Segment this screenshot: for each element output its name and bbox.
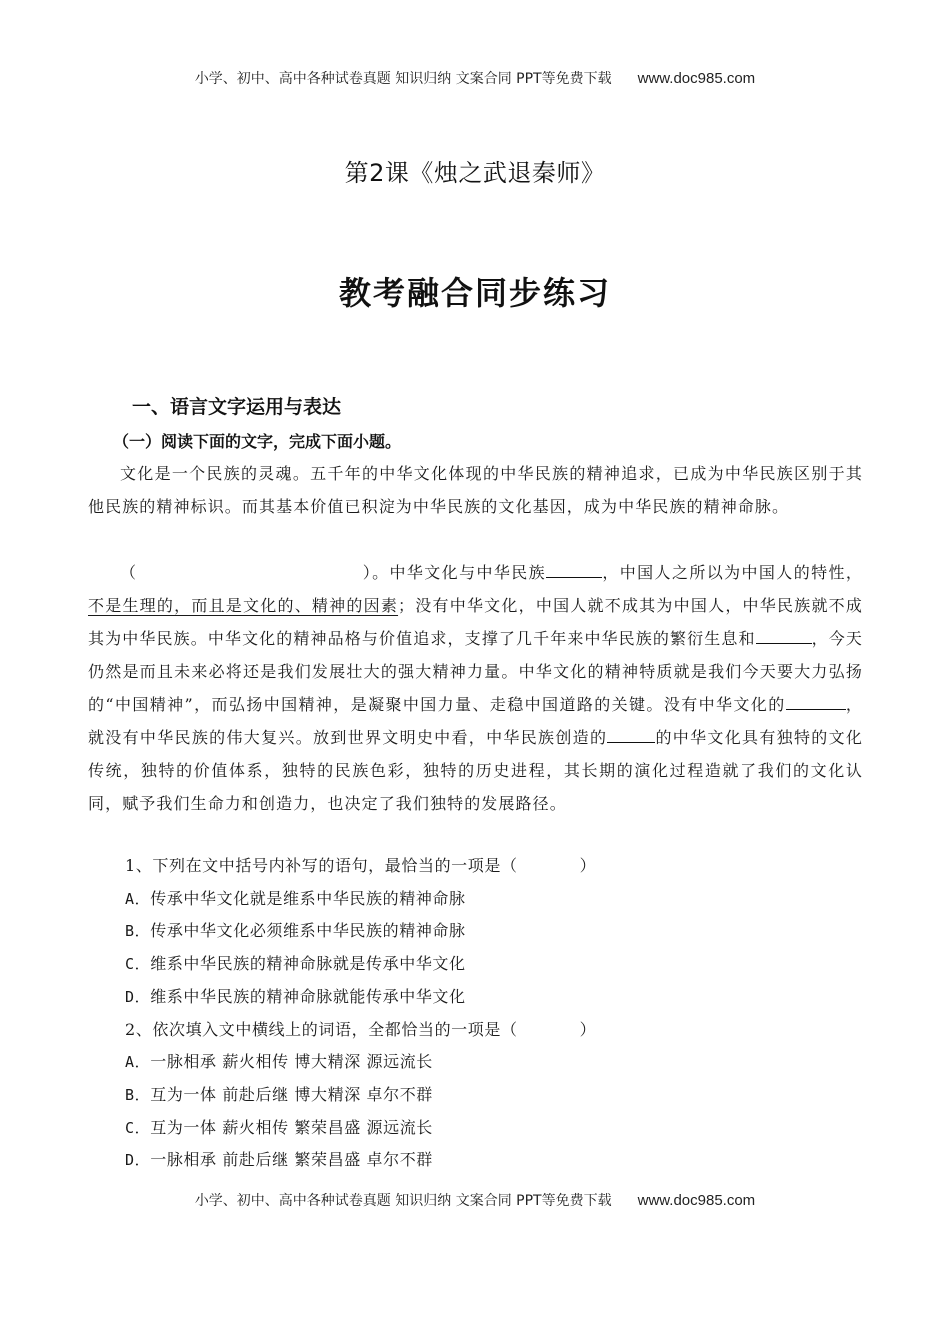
paragraph-segment: 的中华文化具有独特的文化传统，独特的价值体系，独特的民族色彩，独特的历史进程，其长期的演化过程造就了我们的文化认同，赋予我们生命力和创造力，也决定了我们独特的发展路径。 <box>88 728 863 813</box>
paragraph-segment: ，中国人之所以为中国人的特性， <box>602 563 863 582</box>
paragraph-segment: ，就没有中华民族的伟大复兴。放到世界文明史中看，中华民族创造的 <box>88 695 863 747</box>
option-text: 互为一体 前赴后继 博大精深 卓尔不群 <box>150 1084 433 1104</box>
underlined-phrase: 不是生理的，而且是文化的、精神的因素 <box>88 596 399 615</box>
option-text: 一脉相承 薪火相传 博大精深 源远流长 <box>150 1052 433 1072</box>
paragraph-text: 文化是一个民族的灵魂。五千年的中华文化体现的中华民族的精神追求，已成为中华民族区别于其他民族的精神标识。而其基本价值已积淀为中华民族的文化基因，成为中华民族的精神命脉。 <box>88 464 863 516</box>
page-header <box>0 68 950 88</box>
option-text: 一脉相承 前赴后继 繁荣昌盛 卓尔不群 <box>150 1150 433 1170</box>
option-text: 维系中华民族的精神命脉就能传承中华文化 <box>150 986 466 1006</box>
question-1-stem <box>125 850 596 883</box>
page-footer <box>0 1190 950 1210</box>
option-text: 维系中华民族的精神命脉就是传承中华文化 <box>150 954 466 974</box>
blank-line-1 <box>546 561 602 578</box>
question-1-option-d <box>125 981 596 1014</box>
paragraph-segment: ；没有中华文化，中国人就不成其为中国人，中华民族就不成其为中华民族。中华文化的精神品格与价值追求，支撑了几千年来中华民族的繁衍生息和 <box>88 596 863 648</box>
header-tagline: 小学、初中、高中各种试卷真题 知识归纳 文案合同 PPT等免费下载 <box>194 71 612 87</box>
question-1-option-c <box>125 948 596 981</box>
question-1-option-a <box>125 883 596 916</box>
option-label: C． <box>125 955 151 974</box>
question-1-option-b <box>125 915 596 948</box>
question-2-option-b <box>125 1079 596 1112</box>
question-2-option-c <box>125 1112 596 1145</box>
paragraph-text <box>88 556 863 820</box>
questions-list <box>125 850 596 1177</box>
option-text: 传承中华文化必须维系中华民族的精神命脉 <box>150 921 466 941</box>
paragraph-segment: ）。中华文化与中华民族 <box>362 563 547 582</box>
blank-line-4 <box>607 726 655 743</box>
option-label: B． <box>125 922 151 941</box>
option-label: C． <box>125 1118 151 1137</box>
paragraph-segment: ，今天仍然是而且未来必将还是我们发展壮大的强大精神力量。中华文化的精神特质就是我们今天要大力弘扬的“中国精神”，而弘扬中国精神，是凝聚中国力量、走稳中国道路的关键。没有中华文化的 <box>88 629 863 714</box>
footer-url-link[interactable]: www.doc985.com <box>637 1192 756 1209</box>
question-2-stem <box>125 1014 596 1047</box>
option-label: D． <box>125 1151 151 1170</box>
question-2-option-a <box>125 1046 596 1079</box>
question-stem-close: ） <box>579 856 597 875</box>
option-text: 传承中华文化就是维系中华民族的精神命脉 <box>150 888 466 908</box>
reading-instruction: （一）阅读下面的文字，完成下面小题。 <box>113 432 402 451</box>
footer-tagline: 小学、初中、高中各种试卷真题 知识归纳 文案合同 PPT等免费下载 <box>194 1193 612 1209</box>
option-label: D． <box>125 987 151 1006</box>
option-text: 互为一体 薪火相传 繁荣昌盛 源远流长 <box>150 1117 433 1137</box>
question-stem-text: 2、依次填入文中横线上的词语，全都恰当的一项是（ <box>125 1019 518 1039</box>
question-stem-close: ） <box>579 1019 597 1039</box>
open-paren: （ <box>120 563 138 582</box>
option-label: A． <box>125 889 151 908</box>
header-url-link[interactable]: www.doc985.com <box>637 70 756 87</box>
option-label: B． <box>125 1085 151 1104</box>
passage-paragraph-1 <box>88 457 863 523</box>
lesson-title: 第2课《烛之武退秦师》 <box>344 159 606 187</box>
question-2-option-d <box>125 1144 596 1177</box>
question-stem-text: 1、下列在文中括号内补写的语句，最恰当的一项是（ <box>125 856 518 875</box>
blank-line-2 <box>756 627 812 644</box>
blank-line-3 <box>786 693 846 710</box>
document-title: 教考融合同步练习 <box>338 274 611 312</box>
option-label: A． <box>125 1053 151 1072</box>
passage-paragraph-2 <box>88 556 863 820</box>
section-heading: 一、语言文字运用与表达 <box>132 396 342 418</box>
